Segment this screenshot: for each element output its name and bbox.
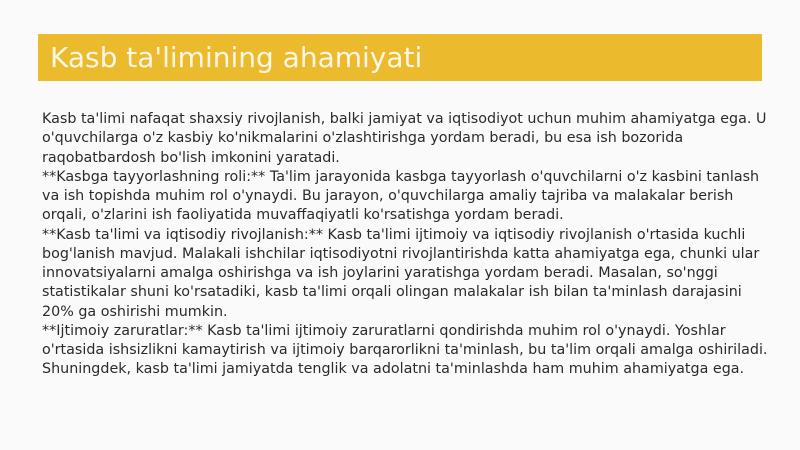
- title-banner: [38, 34, 762, 81]
- paragraph-intro: Kasb ta'limi nafaqat shaxsiy rivojlanish, balki jamiyat va iqtisodiyot uchun muhim ahamiyatga ega. U o'quvchilarga o'z kasbiy ko'nikmalarini o'zlashtirishga yordam beradi, bu esa ish bozorida raqobatbardosh bo'lish imkonini yaratadi.: [42, 111, 767, 166]
- paragraph-social-needs: **Ijtimoiy zaruratlar:** Kasb ta'limi ijtimoiy zaruratlarni qondirishda muhim rol o'ynaydi. Yoshlar o'rtasida ishsizlikni kamaytirish va ijtimoiy barqarorlikni ta'minlash, bu ta'lim orqali amalga oshiriladi. Shuningdek, kasb ta'limi jamiyatda tenglik va adolatni ta'minlashda ham muhim ahamiyatga ega.: [42, 322, 768, 378]
- slide-body: [42, 110, 772, 380]
- paragraph-economic-development: **Kasb ta'limi va iqtisodiy rivojlanish:** Kasb ta'limi ijtimoiy va iqtisodiy rivojlanish o'rtasida kuchli bog'lanish mavjud. Malakali ishchilar iqtisodiyotni rivojlantirishda katta ahamiyatga ega, chunki ular innovatsiyalarni amalga oshirishga va ish joylarini yaratishga yordam beradi. Masalan, so'nggi statistikalar shuni ko'rsatadiki, kasb ta'limi orqali olingan malakalar ish bilan ta'minlash darajasini 20% ga oshirishi mumkin.: [42, 226, 760, 320]
- paragraph-career-preparation: **Kasbga tayyorlashning roli:** Ta'lim jarayonida kasbga tayyorlash o'quvchilarni o'z kasbini tanlash va ish topishda muhim rol o'ynaydi. Bu jarayon, o'quvchilarga amaliy tajriba va malakalar berish orqali, o'zlarini ish faoliyatida muvaffaqiyatli ko'rsatishga yordam beradi.: [42, 168, 760, 224]
- slide-title: Kasb ta'limining ahamiyati: [50, 41, 423, 74]
